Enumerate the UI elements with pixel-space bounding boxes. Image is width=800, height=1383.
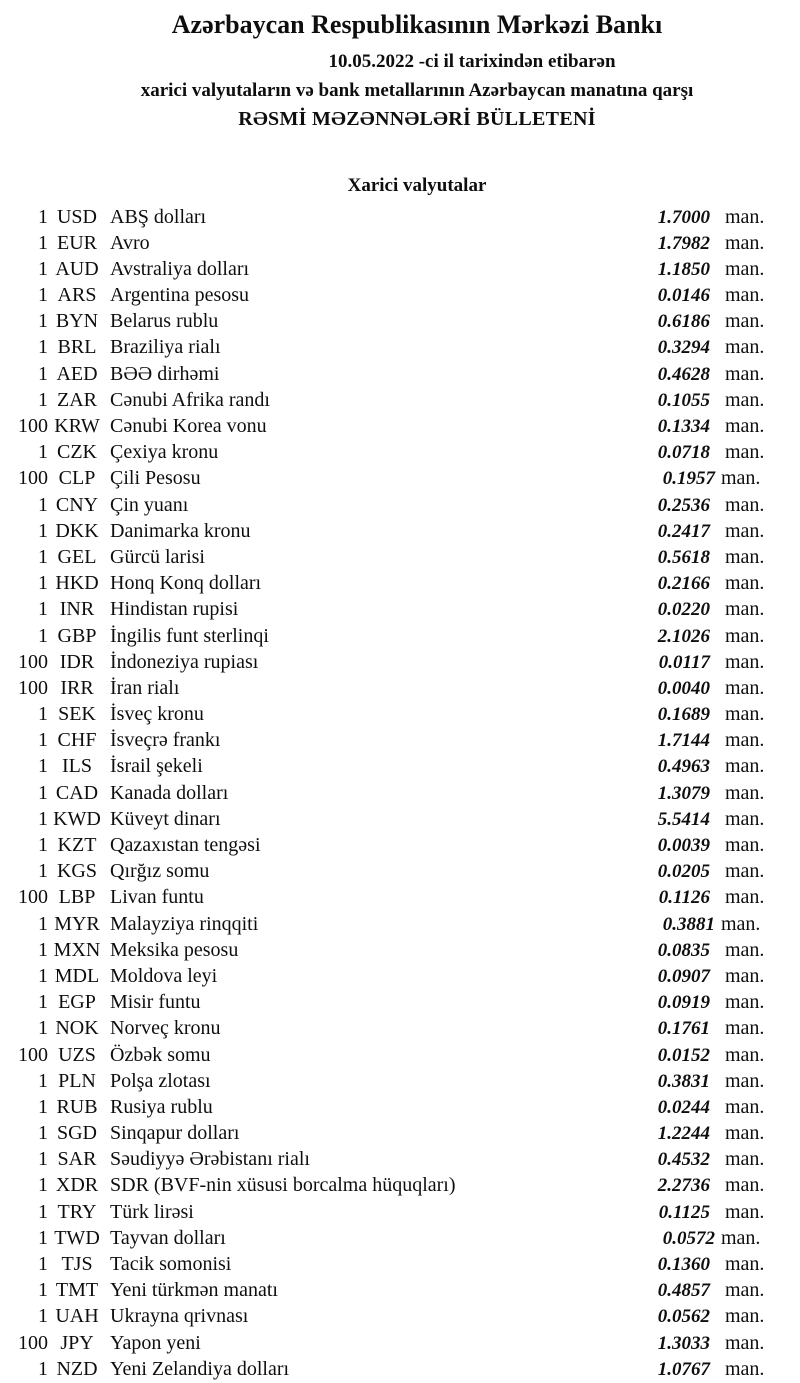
currency-name: İsveç kronu	[110, 703, 204, 726]
rate-value: 0.0835	[657, 939, 710, 961]
quantity: 100	[18, 415, 48, 437]
quantity: 1	[38, 598, 48, 621]
currency-code: TRY	[57, 1200, 97, 1223]
currency-name: Ukrayna qrivnası	[110, 1305, 249, 1328]
rate-row	[0, 204, 800, 230]
unit-label: man.	[725, 231, 765, 254]
rate-value: 0.0152	[657, 1044, 710, 1066]
currency-code: KRW	[54, 415, 100, 437]
unit-label: man.	[725, 493, 765, 516]
rate-value: 0.0244	[657, 1096, 710, 1118]
unit-label: man.	[725, 676, 765, 699]
currency-code: NZD	[56, 1357, 98, 1380]
rate-row	[0, 596, 800, 622]
rate-value: 0.4963	[657, 756, 710, 778]
currency-name: Gürcü larisi	[110, 545, 205, 568]
unit-label: man.	[725, 415, 765, 437]
currency-code: LBP	[58, 886, 96, 909]
currency-code: KZT	[57, 834, 97, 856]
currency-name: SDR (BVF-nin xüsusi borcalma hüquqları)	[110, 1174, 456, 1197]
rate-row	[0, 623, 800, 649]
currency-code: ZAR	[57, 388, 97, 411]
rate-value: 1.3079	[657, 782, 710, 804]
quantity: 1	[38, 205, 48, 228]
rate-row	[0, 1068, 800, 1094]
unit-label: man.	[725, 834, 765, 856]
quantity: 100	[18, 886, 48, 909]
quantity: 1	[38, 964, 48, 987]
rate-value: 0.4628	[657, 363, 710, 385]
rate-value: 0.1334	[657, 416, 710, 437]
unit-label: man.	[725, 991, 765, 1014]
unit-label: man.	[725, 1253, 765, 1275]
quantity: 1	[38, 703, 48, 726]
quantity: 100	[18, 676, 48, 699]
quantity: 1	[38, 257, 48, 280]
unit-label: man.	[725, 1200, 765, 1223]
unit-label: man.	[725, 519, 765, 542]
rate-row	[0, 911, 800, 937]
rate-value: 0.1055	[657, 389, 710, 411]
rate-value: 0.2166	[657, 573, 710, 595]
currency-code: GBP	[57, 624, 97, 647]
quantity: 1	[38, 1226, 48, 1249]
currency-name: İran rialı	[110, 676, 180, 699]
rate-row	[0, 1094, 800, 1120]
rate-row	[0, 544, 800, 570]
currency-code: EUR	[57, 231, 97, 254]
unit-label: man.	[725, 860, 765, 883]
currency-code: SAR	[57, 1148, 97, 1171]
rate-value: 0.2417	[657, 520, 710, 542]
currency-name: Sinqapur dolları	[110, 1122, 240, 1145]
currency-name: Polşa zlotası	[110, 1069, 211, 1092]
rate-value: 0.0572	[662, 1227, 715, 1249]
currency-code: CLP	[58, 467, 96, 490]
unit-label: man.	[725, 441, 765, 464]
currency-code: IDR	[59, 650, 95, 673]
rate-row	[0, 1356, 800, 1382]
section-title-foreign-currencies: Xarici valyutalar	[347, 174, 487, 196]
currency-code: EGP	[58, 991, 96, 1014]
currency-code: UZS	[58, 1043, 96, 1066]
currency-code: GEL	[57, 545, 97, 568]
unit-label: man.	[725, 807, 765, 830]
rate-value: 0.4857	[657, 1280, 710, 1302]
currency-name: İsrail şekeli	[110, 755, 203, 778]
quantity: 100	[18, 467, 48, 490]
rate-row	[0, 439, 800, 465]
currency-name: Özbək somu	[110, 1043, 211, 1066]
currency-code: SEK	[58, 703, 96, 726]
quantity: 1	[38, 519, 48, 542]
rate-row	[0, 230, 800, 256]
rate-value: 1.1850	[657, 258, 710, 280]
rate-row	[0, 727, 800, 753]
quantity: 1	[38, 310, 48, 333]
currency-code: RUB	[56, 1095, 98, 1118]
currency-name: İndoneziya rupiası	[110, 650, 259, 673]
currency-name: Tacik somonisi	[110, 1253, 232, 1275]
currency-code: TJS	[61, 1253, 93, 1275]
rate-row	[0, 701, 800, 727]
rate-row	[0, 334, 800, 360]
unit-label: man.	[725, 1357, 765, 1380]
quantity: 1	[38, 1200, 48, 1223]
currency-name: Danimarka kronu	[110, 519, 251, 542]
currency-name: Livan funtu	[110, 886, 204, 909]
currency-code: KGS	[56, 860, 97, 883]
quantity: 1	[38, 231, 48, 254]
quantity: 1	[38, 1174, 48, 1197]
currency-name: Meksika pesosu	[110, 938, 239, 961]
currency-name: Çili Pesosu	[110, 467, 201, 490]
currency-code: JPY	[60, 1331, 94, 1354]
quantity: 1	[38, 1095, 48, 1118]
currency-name: Küveyt dinarı	[110, 807, 221, 830]
rate-value: 0.0039	[657, 835, 710, 856]
rate-value: 1.7982	[657, 232, 710, 254]
unit-label: man.	[725, 362, 765, 385]
rate-value: 0.6186	[657, 311, 710, 333]
unit-label: man.	[725, 388, 765, 411]
currency-code: INR	[59, 598, 95, 621]
currency-code: MXN	[53, 938, 101, 961]
quantity: 1	[38, 1305, 48, 1328]
unit-label: man.	[725, 1279, 765, 1302]
rate-row	[0, 1120, 800, 1146]
quantity: 100	[18, 1331, 48, 1354]
rate-row	[0, 570, 800, 596]
currency-name: Yeni türkmən manatı	[110, 1279, 278, 1302]
currency-name: Tayvan dolları	[110, 1226, 226, 1249]
rate-value: 1.7144	[657, 730, 710, 752]
quantity: 1	[38, 912, 48, 935]
rate-value: 0.3294	[657, 337, 710, 359]
unit-label: man.	[725, 1305, 765, 1328]
unit-label: man.	[725, 964, 765, 987]
rate-value: 0.3881	[662, 913, 715, 935]
currency-code: MYR	[54, 912, 100, 935]
quantity: 1	[38, 1253, 48, 1275]
currency-name: Malayziya rinqqiti	[110, 912, 259, 935]
currency-name: Yeni Zelandiya dolları	[110, 1357, 290, 1380]
currency-code: CHF	[57, 729, 97, 752]
quantity: 100	[18, 1043, 48, 1066]
currency-name: Cənubi Afrika randı	[110, 388, 270, 411]
unit-label: man.	[721, 1226, 761, 1249]
rate-value: 0.0040	[657, 677, 710, 699]
currency-name: Moldova leyi	[110, 964, 218, 987]
currency-name: Səudiyyə Ərəbistanı rialı	[110, 1148, 310, 1171]
rate-value: 1.3033	[657, 1332, 710, 1354]
rate-row	[0, 1225, 800, 1251]
quantity: 1	[38, 545, 48, 568]
unit-label: man.	[725, 1122, 765, 1145]
currency-name: Honq Konq dolları	[110, 572, 262, 595]
quantity: 1	[38, 1017, 48, 1040]
unit-label: man.	[725, 1069, 765, 1092]
rate-value: 1.2244	[657, 1123, 710, 1145]
currency-name: Avro	[110, 231, 150, 254]
currency-code: IRR	[60, 676, 94, 699]
currency-code: CAD	[55, 781, 99, 804]
rate-value: 1.0767	[657, 1358, 710, 1380]
rate-value: 0.0146	[657, 285, 710, 307]
quantity: 1	[38, 624, 48, 647]
quantity: 1	[38, 781, 48, 804]
quantity: 1	[38, 1122, 48, 1145]
bulletin-header	[0, 0, 800, 131]
subject-line: xarici valyutaların və bank metallarının Azərbaycan manatına qarşı	[140, 79, 694, 101]
currency-code: HKD	[55, 572, 99, 595]
rate-row	[0, 858, 800, 884]
unit-label: man.	[725, 1095, 765, 1118]
rate-value: 0.0919	[657, 992, 710, 1014]
unit-label: man.	[725, 886, 765, 909]
quantity: 100	[18, 650, 48, 673]
rate-value: 0.0117	[658, 651, 710, 673]
rate-row	[0, 806, 800, 832]
unit-label: man.	[725, 545, 765, 568]
currency-name: Argentina pesosu	[110, 284, 250, 307]
rate-row	[0, 308, 800, 334]
rate-row	[0, 361, 800, 387]
unit-label: man.	[725, 1017, 765, 1040]
currency-name: Misir funtu	[110, 991, 201, 1014]
currency-name: Cənubi Korea vonu	[110, 415, 267, 437]
currency-name: Qırğız somu	[110, 860, 210, 883]
bank-name-title: Azərbaycan Respublikasının Mərkəzi Bankı	[171, 10, 663, 39]
currency-code: TMT	[55, 1279, 99, 1302]
currency-code: ARS	[57, 284, 97, 307]
rate-row	[0, 387, 800, 413]
currency-name: Rusiya rublu	[110, 1095, 213, 1118]
quantity: 1	[38, 572, 48, 595]
unit-label: man.	[725, 284, 765, 307]
quantity: 1	[38, 388, 48, 411]
rate-row	[0, 518, 800, 544]
currency-code: XDR	[55, 1174, 99, 1197]
rate-value: 0.4532	[657, 1149, 710, 1171]
unit-label: man.	[721, 467, 761, 490]
rate-value: 5.5414	[657, 808, 710, 830]
unit-label: man.	[725, 729, 765, 752]
rate-value: 0.1761	[657, 1018, 710, 1040]
rate-value: 0.1126	[658, 887, 710, 909]
unit-label: man.	[725, 598, 765, 621]
currency-name: Çexiya kronu	[110, 441, 219, 464]
rate-row	[0, 1277, 800, 1303]
rate-row	[0, 675, 800, 701]
currency-name: Hindistan rupisi	[110, 598, 239, 621]
rate-row	[0, 1172, 800, 1198]
unit-label: man.	[725, 650, 765, 673]
rate-value: 0.1360	[657, 1254, 710, 1275]
quantity: 1	[38, 336, 48, 359]
rate-row	[0, 492, 800, 518]
rate-row	[0, 989, 800, 1015]
rate-value: 0.1689	[657, 704, 710, 726]
quantity: 1	[38, 938, 48, 961]
unit-label: man.	[725, 781, 765, 804]
unit-label: man.	[721, 912, 761, 935]
quantity: 1	[38, 807, 48, 830]
quantity: 1	[38, 1148, 48, 1171]
currency-code: CZK	[57, 441, 97, 464]
currency-name: Türk lirəsi	[110, 1200, 194, 1223]
quantity: 1	[38, 834, 48, 856]
currency-code: USD	[56, 205, 97, 228]
unit-label: man.	[725, 703, 765, 726]
rate-row	[0, 1015, 800, 1041]
rate-value: 0.2536	[657, 494, 710, 516]
unit-label: man.	[725, 257, 765, 280]
currency-name: İngilis funt sterlinqi	[110, 624, 269, 647]
currency-code: DKK	[55, 519, 99, 542]
currency-name: Yapon yeni	[110, 1331, 201, 1354]
rate-value: 2.1026	[657, 625, 710, 647]
currency-code: ILS	[62, 755, 92, 778]
currency-code: AED	[56, 362, 98, 385]
rate-value: 0.1957	[662, 468, 715, 490]
rate-value: 0.0220	[657, 599, 710, 621]
unit-label: man.	[725, 310, 765, 333]
rate-value: 2.2736	[657, 1175, 710, 1197]
currency-code: TWD	[54, 1226, 100, 1249]
rate-row	[0, 937, 800, 963]
currency-code: BRL	[57, 336, 97, 359]
effective-date-line: 10.05.2022 -ci il tarixindən etibarən	[328, 50, 616, 72]
unit-label: man.	[725, 1331, 765, 1354]
currency-code: NOK	[55, 1017, 99, 1040]
quantity: 1	[38, 1279, 48, 1302]
quantity: 1	[38, 493, 48, 516]
rate-row	[0, 884, 800, 910]
rate-row	[0, 465, 800, 491]
bulletin-title: RƏSMİ MƏZƏNNƏLƏRİ BÜLLETENİ	[238, 107, 596, 130]
rate-value: 0.0718	[657, 442, 710, 464]
rate-value: 0.1125	[658, 1201, 710, 1223]
unit-label: man.	[725, 205, 765, 228]
rate-value: 0.0907	[657, 965, 710, 987]
rate-value: 0.0562	[657, 1306, 710, 1328]
rate-value: 0.3831	[657, 1070, 710, 1092]
rate-value: 0.0205	[657, 861, 710, 883]
rates-list	[0, 204, 800, 1382]
currency-code: KWD	[53, 807, 101, 830]
rate-row	[0, 832, 800, 858]
currency-code: PLN	[58, 1069, 96, 1092]
currency-code: BYN	[55, 310, 99, 333]
quantity: 1	[38, 1357, 48, 1380]
rate-row	[0, 1303, 800, 1329]
quantity: 1	[38, 284, 48, 307]
rate-row	[0, 780, 800, 806]
rate-row	[0, 1251, 800, 1277]
unit-label: man.	[725, 572, 765, 595]
rate-value: 1.7000	[657, 206, 710, 228]
unit-label: man.	[725, 755, 765, 778]
currency-code: MDL	[54, 964, 100, 987]
currency-name: Avstraliya dolları	[110, 257, 250, 280]
quantity: 1	[38, 1069, 48, 1092]
unit-label: man.	[725, 1174, 765, 1197]
currency-name: Çin yuanı	[110, 493, 189, 516]
unit-label: man.	[725, 1148, 765, 1171]
quantity: 1	[38, 860, 48, 883]
quantity: 1	[38, 362, 48, 385]
currency-name: İsveçrə frankı	[110, 729, 221, 752]
unit-label: man.	[725, 624, 765, 647]
quantity: 1	[38, 729, 48, 752]
quantity: 1	[38, 991, 48, 1014]
rate-value: 0.5618	[657, 546, 710, 568]
rate-row	[0, 1330, 800, 1356]
currency-code: UAH	[55, 1305, 99, 1328]
currency-name: Qazaxıstan tengəsi	[110, 834, 261, 856]
rate-row	[0, 282, 800, 308]
rate-row	[0, 649, 800, 675]
currency-name: ABŞ dolları	[110, 205, 207, 228]
quantity: 1	[38, 441, 48, 464]
currency-name: Kanada dolları	[110, 781, 229, 804]
currency-name: Braziliya rialı	[110, 336, 221, 359]
rate-row	[0, 1042, 800, 1068]
rate-row	[0, 1199, 800, 1225]
rate-row	[0, 963, 800, 989]
currency-name: BƏƏ dirhəmi	[110, 362, 220, 385]
currency-code: CNY	[55, 493, 99, 516]
currency-name: Norveç kronu	[110, 1017, 221, 1040]
unit-label: man.	[725, 938, 765, 961]
rate-row	[0, 1146, 800, 1172]
unit-label: man.	[725, 1043, 765, 1066]
rate-row	[0, 753, 800, 779]
currency-name: Belarus rublu	[110, 310, 219, 333]
rate-row	[0, 256, 800, 282]
currency-code: SGD	[56, 1122, 97, 1145]
rate-row	[0, 413, 800, 439]
quantity: 1	[38, 755, 48, 778]
currency-code: AUD	[55, 257, 99, 280]
unit-label: man.	[725, 336, 765, 359]
